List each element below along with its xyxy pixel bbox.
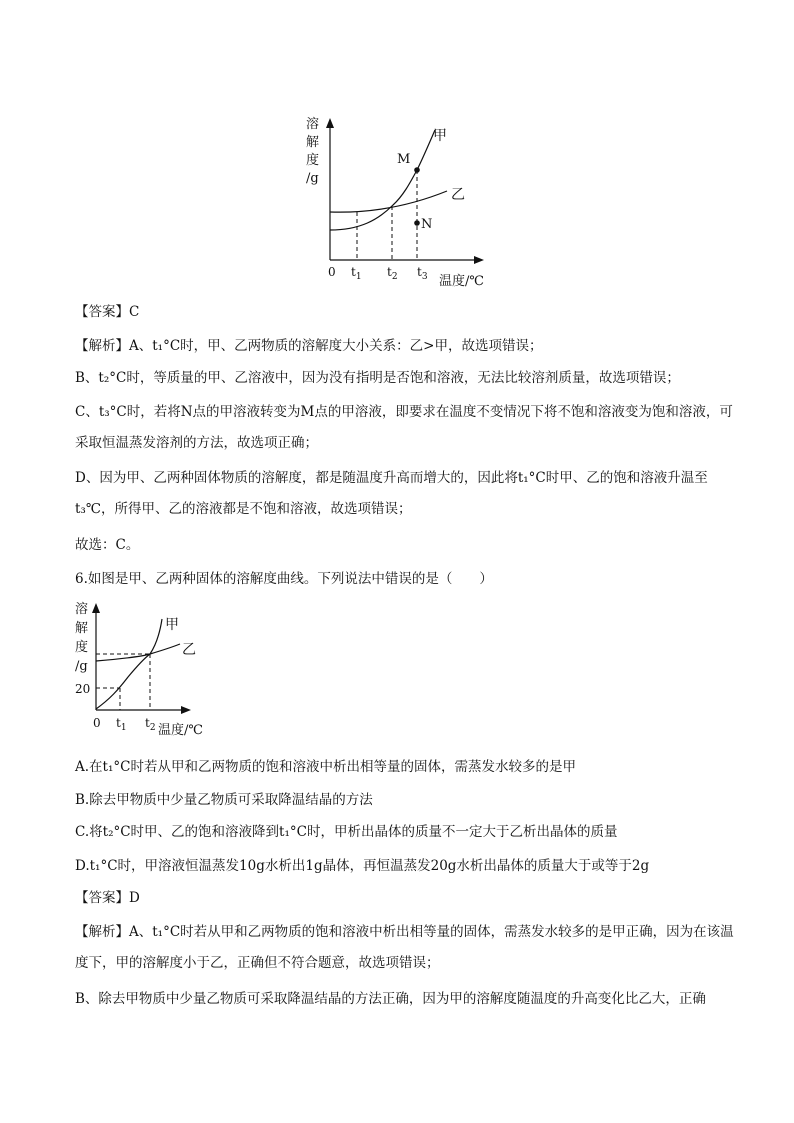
- q6-option-a: A.在t₁°C时若从甲和乙两物质的饱和溶液中析出相等量的固体，需蒸发水较多的是甲: [75, 759, 576, 775]
- y-axis-arrow: [326, 118, 334, 128]
- x-axis-label: 温度/℃: [439, 274, 484, 289]
- q6-answer: 【答案】D: [75, 890, 140, 906]
- q6-option-c: C.将t₂°C时甲、乙的饱和溶液降到t₁°C时，甲析出晶体的质量不一定大于乙析出晶体的质量: [75, 824, 618, 840]
- y-label-char: 解: [75, 621, 89, 636]
- y-label-char: 溶: [75, 602, 89, 617]
- tick-t1: $t_1$: [351, 265, 362, 282]
- curve-yi-label: 乙: [182, 642, 196, 658]
- q5-analysis-d: D、因为甲、乙两种固体物质的溶解度，都是随温度升高而增大的，因此将t₁°C时甲、乙的饱和溶液升温至t₃℃，所得甲、乙的溶液都是不饱和溶液，故选项错误；: [75, 470, 708, 517]
- curve-jia: [96, 619, 162, 709]
- q6-option-b: B.除去甲物质中少量乙物质可采取降温结晶的方法: [75, 792, 373, 808]
- y-label-char: 度: [306, 153, 320, 168]
- tick-t2: $t_2$: [145, 716, 156, 733]
- point-n-label: N: [421, 217, 433, 232]
- tick-t1: $t_1$: [116, 716, 127, 733]
- q5-analysis-a: 【解析】A、t₁°C时，甲、乙两物质的溶解度大小关系：乙>甲，故选项错误；: [75, 338, 543, 354]
- y-label-unit: /g: [75, 659, 88, 674]
- x-axis-arrow: [181, 706, 191, 714]
- q6-question: 6.如图是甲、乙两种固体的溶解度曲线。下列说法中错误的是（ ）: [75, 571, 493, 587]
- point-m: [414, 167, 420, 173]
- q5-analysis-c: C、t₃°C时，若将N点的甲溶液转变为M点的甲溶液，即要求在温度不变情况下将不饱和溶液变为饱和溶液，可采取恒温蒸发溶剂的方法，故选项正确；: [75, 404, 733, 451]
- y-label-unit: /g: [306, 171, 319, 186]
- point-m-label: M: [397, 152, 411, 167]
- curve-jia-label: 甲: [433, 128, 447, 144]
- curve-jia: [330, 130, 435, 230]
- q6-analysis-a: 【解析】A、t₁°C时若从甲和乙两物质的饱和溶液中析出相等量的固体，需蒸发水较多的是甲正确，因为在该温度下，甲的溶解度小于乙，正确但不符合题意，故选项错误；: [75, 924, 734, 971]
- q5-conclusion: 故选：C。: [75, 537, 140, 553]
- tick-t2: $t_2$: [387, 265, 398, 282]
- curve-yi-label: 乙: [451, 187, 465, 203]
- y-axis-arrow: [92, 603, 100, 613]
- solubility-chart-2: [70, 597, 220, 742]
- q6-analysis-b: B、除去甲物质中少量乙物质可采取降温结晶的方法正确，因为甲的溶解度随温度的升高变化比乙大，正确: [75, 991, 706, 1007]
- solubility-chart-1: [290, 108, 510, 293]
- origin-label: 0: [93, 716, 101, 730]
- y-label-char: 解: [306, 135, 320, 150]
- curve-yi: [96, 644, 180, 661]
- q5-analysis-b: B、t₂°C时，等质量的甲、乙溶液中，因为没有指明是否饱和溶液，无法比较溶剂质量，故选项错误；: [75, 370, 680, 386]
- q5-answer: 【答案】C: [75, 304, 140, 320]
- y-label-char: 溶: [306, 117, 320, 132]
- y-label-char: 度: [75, 640, 89, 655]
- q6-option-d: D.t₁°C时，甲溶液恒温蒸发10g水析出1g晶体，再恒温蒸发20g水析出晶体的质量大于或等于2g: [75, 858, 650, 874]
- origin-label: 0: [328, 265, 336, 279]
- x-axis-arrow: [474, 256, 484, 264]
- curve-jia-label: 甲: [165, 617, 179, 633]
- tick-t3: $t_3$: [417, 265, 428, 282]
- y-value-20: 20: [75, 682, 91, 696]
- point-n: [414, 220, 420, 226]
- x-axis-label: 温度/℃: [158, 723, 203, 738]
